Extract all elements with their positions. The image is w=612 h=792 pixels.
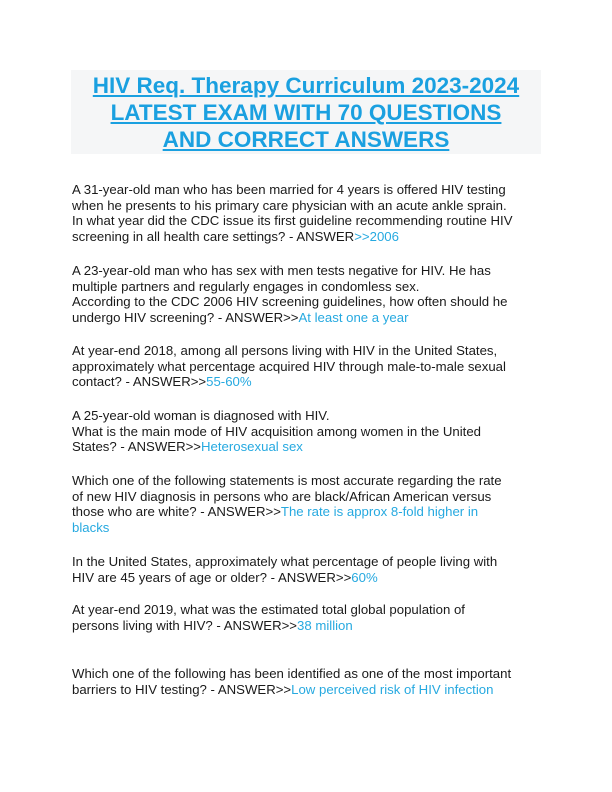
answer-text: At least one a year (298, 309, 409, 325)
question-line: screening in all health care settings? - ANSWER (72, 228, 355, 244)
question-line: persons living with HIV? - ANSWER>> (72, 617, 298, 633)
question-block (72, 554, 552, 585)
question-line: In what year did the CDC issue its first guideline recommending routine HIV (72, 213, 513, 229)
title-line: HIV Req. Therapy Curriculum 2023-2024 (92, 73, 520, 98)
title-line: LATEST EXAM WITH 70 QUESTIONS (110, 100, 502, 125)
answer-text: 60% (351, 569, 378, 585)
question-line: approximately what percentage acquired HIV through male-to-male sexual (72, 358, 506, 374)
question-line: A 31-year-old man who has been married for 4 years is offered HIV testing (72, 182, 506, 197)
question-line: States? - ANSWER>> (72, 439, 201, 455)
question-block (72, 263, 552, 325)
answer-text: >>2006 (354, 228, 399, 244)
question-line: At year-end 2019, what was the estimated total global population of (72, 602, 465, 617)
question-line: At year-end 2018, among all persons living with HIV in the United States, (72, 343, 498, 358)
answer-text: 38 million (297, 617, 353, 633)
question-line: In the United States, approximately what percentage of people living with (72, 554, 498, 569)
answer-text: 55-60% (206, 374, 252, 390)
answer-text: Heterosexual sex (201, 439, 303, 455)
question-line: when he presents to his primary care physician with an acute ankle sprain. (72, 197, 507, 213)
question-line: Which one of the following statements is most accurate regarding the rate (72, 473, 502, 488)
question-line: According to the CDC 2006 HIV screening guidelines, how often should he (72, 294, 508, 310)
question-line: Which one of the following has been identified as one of the most important (72, 666, 512, 681)
question-line: What is the main mode of HIV acquisition among women in the United (72, 423, 482, 439)
question-line: of new HIV diagnosis in persons who are black/African American versus (72, 488, 492, 504)
answer-text: Low perceived risk of HIV infection (291, 681, 494, 697)
question-block (72, 666, 552, 697)
question-block (72, 343, 552, 390)
question-line: barriers to HIV testing? - ANSWER>> (72, 681, 292, 697)
document-title[interactable] (71, 72, 541, 153)
question-line: those who are white? - ANSWER>> (72, 504, 281, 520)
question-block (72, 182, 552, 244)
question-block (72, 408, 552, 455)
answer-text-continued: blacks (72, 519, 110, 535)
question-block (72, 473, 552, 535)
question-line: HIV are 45 years of age or older? - ANSWER>> (72, 569, 352, 585)
title-line: AND CORRECT ANSWERS (162, 127, 450, 152)
question-block (72, 602, 552, 633)
question-line: A 23-year-old man who has sex with men tests negative for HIV. He has (72, 263, 491, 278)
question-line: A 25-year-old woman is diagnosed with HIV. (72, 408, 330, 423)
question-line: multiple partners and regularly engages in condomless sex. (72, 278, 420, 294)
answer-text: The rate is approx 8-fold higher in (280, 504, 479, 520)
question-line: undergo HIV screening? - ANSWER>> (72, 309, 299, 325)
question-line: contact? - ANSWER>> (72, 374, 207, 390)
